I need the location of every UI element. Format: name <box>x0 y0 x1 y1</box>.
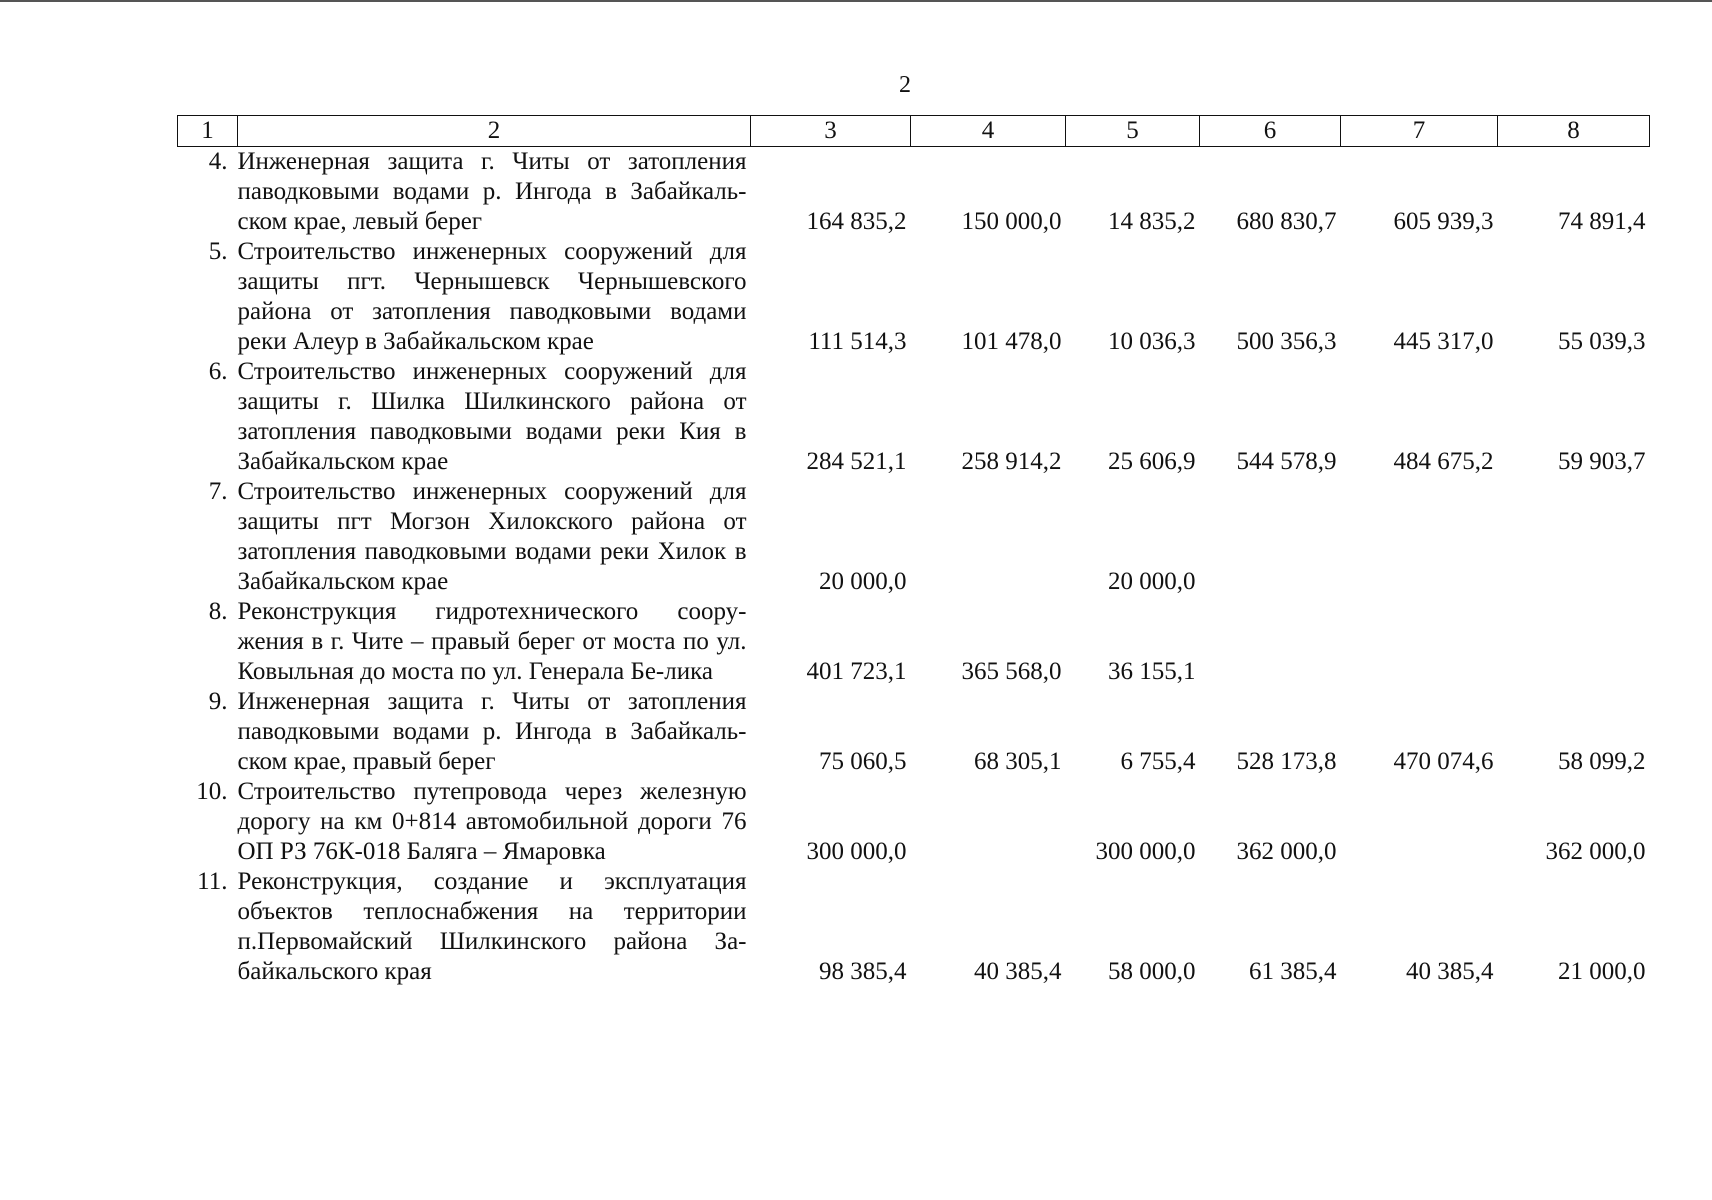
value-cell-c8: 74 891,4 <box>1558 208 1646 235</box>
value-cell-c7: 445 317,0 <box>1393 328 1494 355</box>
table-row <box>178 597 1650 687</box>
table-row <box>178 237 1650 357</box>
value-cell-c3: 98 385,4 <box>819 958 907 985</box>
value-cell-c8: 362 000,0 <box>1545 838 1646 865</box>
header-col-2: 2 <box>238 116 751 147</box>
value-cell-c7 <box>1341 597 1498 687</box>
value-cell-c7: 40 385,4 <box>1406 958 1494 985</box>
table-header <box>178 116 1650 147</box>
value-cell-c3: 284 521,1 <box>806 448 907 475</box>
value-cell-c3: 75 060,5 <box>819 748 907 775</box>
row-description: Строительство инженерных сооружений для защиты г. Шилка Шилкинского района от затопления паводковыми водами реки Кия в Забайкальском крае <box>237 358 747 475</box>
row-description: Строительство инженерных сооружений для защиты пгт Могзон Хилокского района от затопления паводковыми водами реки Хилок в Забайкальском крае <box>237 478 747 595</box>
header-col-4: 4 <box>911 116 1066 147</box>
value-cell-c6: 500 356,3 <box>1236 328 1337 355</box>
value-cell-c4: 40 385,4 <box>974 958 1062 985</box>
table-row <box>178 357 1650 477</box>
value-cell-c6: 61 385,4 <box>1249 958 1337 985</box>
row-description: Инженерная защита г. Читы от затопления паводковыми водами р. Ингода в Забайкаль-ском крае, правый берег <box>237 688 747 775</box>
value-cell-c3: 164 835,2 <box>806 208 907 235</box>
row-number: 4. <box>208 148 228 175</box>
value-cell-c6: 362 000,0 <box>1236 838 1337 865</box>
value-cell-c4: 68 305,1 <box>974 748 1062 775</box>
value-cell-c4 <box>911 477 1066 597</box>
value-cell-c5: 20 000,0 <box>1108 568 1196 595</box>
value-cell-c4: 365 568,0 <box>961 658 1062 685</box>
row-number: 5. <box>208 238 228 265</box>
row-description: Реконструкция, создание и эксплуатация объектов теплоснабжения на территории п.Первомайский Шилкинского района За-байкальского края <box>237 868 747 985</box>
value-cell-c8: 59 903,7 <box>1558 448 1646 475</box>
value-cell-c3: 300 000,0 <box>806 838 907 865</box>
row-description: Инженерная защита г. Читы от затопления паводковыми водами р. Ингода в Забайкаль-ском крае, левый берег <box>237 148 747 235</box>
table-row <box>178 867 1650 987</box>
value-cell-c7: 470 074,6 <box>1393 748 1494 775</box>
value-cell-c5: 300 000,0 <box>1095 838 1196 865</box>
row-number: 9. <box>208 688 228 715</box>
value-cell-c4: 101 478,0 <box>961 328 1062 355</box>
row-description: Реконструкция гидротехнического соору-жения в г. Чите – правый берег от моста по ул. Ковыльная до моста по ул. Генерала Бе-лика <box>237 598 747 685</box>
header-col-3: 3 <box>751 116 911 147</box>
header-col-7: 7 <box>1341 116 1498 147</box>
header-col-1: 1 <box>178 116 238 147</box>
row-number: 8. <box>208 598 228 625</box>
value-cell-c3: 111 514,3 <box>808 328 907 355</box>
row-number: 10. <box>196 778 228 805</box>
value-cell-c5: 36 155,1 <box>1108 658 1196 685</box>
value-cell-c7: 484 675,2 <box>1393 448 1494 475</box>
header-col-6: 6 <box>1200 116 1341 147</box>
value-cell-c8: 21 000,0 <box>1558 958 1646 985</box>
header-row <box>178 116 1650 147</box>
value-cell-c8 <box>1498 477 1650 597</box>
value-cell-c6: 680 830,7 <box>1236 208 1337 235</box>
table-body <box>178 147 1650 988</box>
value-cell-c3: 401 723,1 <box>806 658 907 685</box>
header-col-8: 8 <box>1498 116 1650 147</box>
value-cell-c5: 58 000,0 <box>1108 958 1196 985</box>
table-row <box>178 777 1650 867</box>
value-cell-c8: 58 099,2 <box>1558 748 1646 775</box>
value-cell-c6: 544 578,9 <box>1236 448 1337 475</box>
table-row <box>178 477 1650 597</box>
value-cell-c4: 150 000,0 <box>961 208 1062 235</box>
row-description: Строительство путепровода через железную дорогу на км 0+814 автомобильной дороги 76 ОП РЗ 76К-018 Баляга – Ямаровка <box>237 778 747 865</box>
value-cell-c8 <box>1498 597 1650 687</box>
value-cell-c4: 258 914,2 <box>961 448 1062 475</box>
table-row <box>178 147 1650 238</box>
value-cell-c6 <box>1200 597 1341 687</box>
value-cell-c5: 6 755,4 <box>1120 748 1196 775</box>
value-cell-c5: 10 036,3 <box>1108 328 1196 355</box>
header-col-5: 5 <box>1066 116 1200 147</box>
value-cell-c6: 528 173,8 <box>1236 748 1337 775</box>
table-row <box>178 687 1650 777</box>
row-number: 11. <box>197 868 228 895</box>
value-cell-c7 <box>1341 477 1498 597</box>
page-number: 2 <box>899 72 911 98</box>
row-number: 6. <box>208 358 228 385</box>
value-cell-c3: 20 000,0 <box>819 568 907 595</box>
value-cell-c7: 605 939,3 <box>1393 208 1494 235</box>
row-description: Строительство инженерных сооружений для защиты пгт. Чернышевск Чернышевского района от затопления паводковыми водами реки Алеур в Забайкальском крае <box>237 238 747 355</box>
top-rule <box>0 0 1712 2</box>
value-cell-c8: 55 039,3 <box>1558 328 1646 355</box>
value-cell-c5: 25 606,9 <box>1108 448 1196 475</box>
value-cell-c5: 14 835,2 <box>1108 208 1196 235</box>
value-cell-c6 <box>1200 477 1341 597</box>
data-table <box>177 115 1650 987</box>
value-cell-c7 <box>1341 777 1498 867</box>
value-cell-c4 <box>911 777 1066 867</box>
row-number: 7. <box>208 478 228 505</box>
